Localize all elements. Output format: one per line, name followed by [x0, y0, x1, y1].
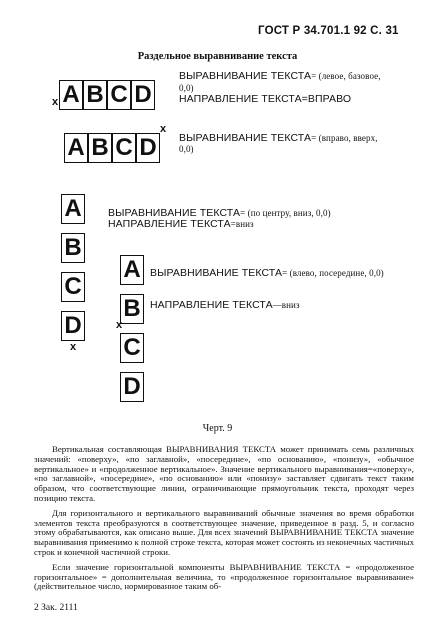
letter-box: B	[88, 133, 112, 163]
paragraph: Вертикальная составляющая ВЫРАВНИВАНИЯ ТЕКСТА может принимать семь различных значений: «поверху», «по заглавной», «посередине», «по основанию», «понизу», «обычное вертикальное» и «продолженное вертикальное». Значение вертикального выравнивания=«поверху», «по заглавной», «посередине», «по основанию» или «понизу» заставляет сдвигать текст таким образом, что соответствующие линии, ограничивающие прямоугольник текста, проходят через позицию текста.	[34, 444, 414, 503]
paragraph: Для горизонтального и вертикального выравниваний обычные значения во время обработки элементов текста преобразуются в соответствующее значение, приведенное в разд. 5, и согласно этому обрабатываются, как описано выше. Для всех значений ВЫРАВНИВАНИЕ ТЕКСТА значение выравнивания применимо к полной строке текста, которая может состоять из неконечных частичных строк и конечной частичной строки.	[34, 507, 414, 557]
caption-line: НАПРАВЛЕНИЕ ТЕКСТА—вниз	[150, 299, 300, 311]
caption-line: НАПРАВЛЕНИЕ ТЕКСТА=вниз	[108, 218, 254, 230]
letter-box: D	[61, 311, 85, 341]
page-header: ГОСТ Р 34.701.1 92 С. 31	[258, 25, 399, 37]
text-position-marker: x	[160, 123, 167, 135]
letter-box: C	[120, 333, 144, 363]
letter-box: C	[112, 133, 136, 163]
letter-box: C	[107, 80, 131, 110]
text-position-marker: x	[52, 96, 59, 108]
letter-box: A	[59, 80, 83, 110]
letter-box: D	[136, 133, 160, 163]
letter-box: B	[61, 233, 85, 263]
letter-box: B	[120, 294, 144, 324]
paragraph: Если значение горизонтальной компоненты ВЫРАВНИВАНИЕ ТЕКСТА = «продолженное горизонтальное» = дополнительная величина, то «продолженное горизонтальное выравнивание» (действительное число, нормированное таким об-	[34, 561, 414, 592]
text-position-marker: x	[70, 341, 77, 353]
letter-box: D	[131, 80, 155, 110]
letter-box: D	[120, 372, 144, 402]
page-footer: 2 Зак. 2111	[34, 603, 78, 613]
caption-line: ВЫРАВНИВАНИЕ ТЕКСТА= (влево, посередине, 0,0)	[150, 267, 384, 279]
caption-line: ВЫРАВНИВАНИЕ ТЕКСТА= (по центру, вниз, 0,0)	[108, 207, 331, 219]
letter-box: A	[120, 255, 144, 285]
caption-line: ВЫРАВНИВАНИЕ ТЕКСТА= (вправо, вверх,	[179, 132, 378, 144]
caption-line: 0,0)	[179, 83, 194, 93]
letter-box: A	[61, 194, 85, 224]
caption-line: 0,0)	[179, 144, 194, 154]
figure-caption: Черт. 9	[202, 423, 233, 434]
caption-line: НАПРАВЛЕНИЕ ТЕКСТА=ВПРАВО	[179, 93, 352, 105]
letter-box: B	[83, 80, 107, 110]
body-text	[34, 445, 414, 597]
caption-line: ВЫРАВНИВАНИЕ ТЕКСТА= (левое, базовое,	[179, 70, 381, 82]
text-position-marker: x	[116, 319, 123, 331]
letter-box: C	[61, 272, 85, 302]
letter-box: A	[64, 133, 88, 163]
section-title: Раздельное выравнивание текста	[137, 51, 298, 62]
